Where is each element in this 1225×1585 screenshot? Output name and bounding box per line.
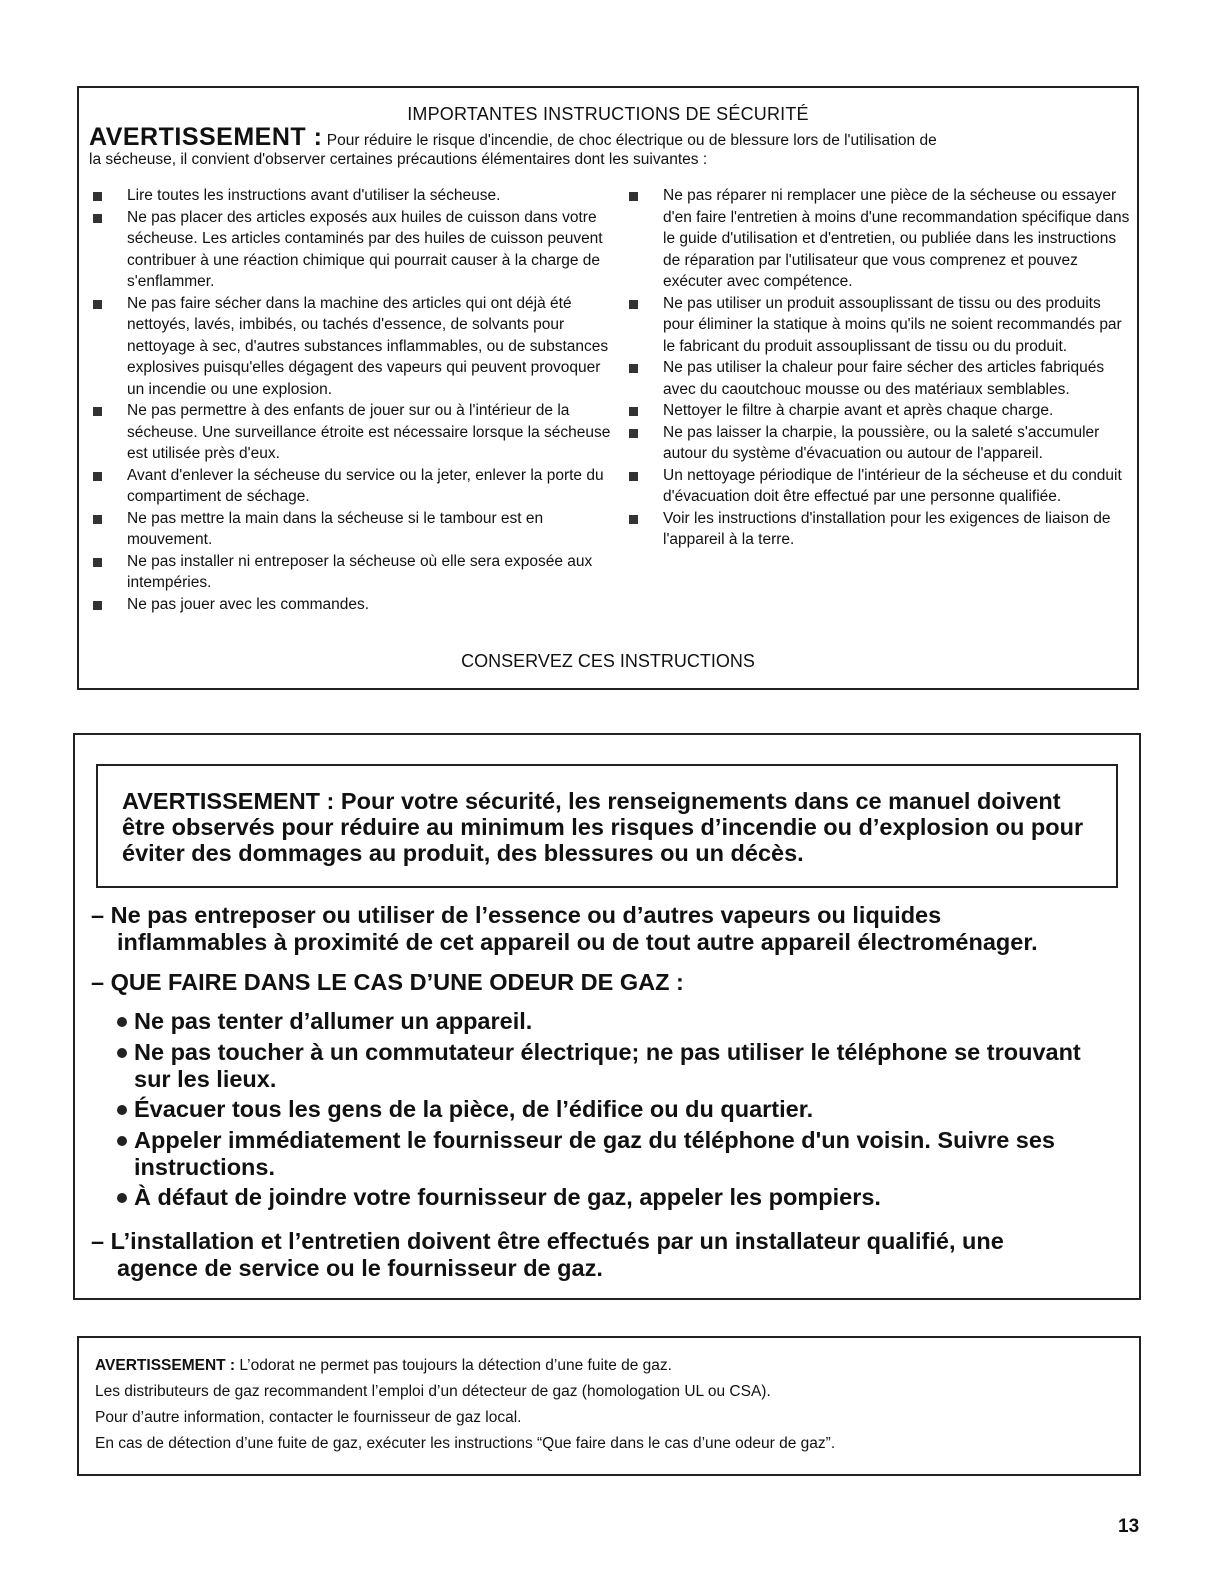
step-line: Appeler immédiatement le fournisseur de gaz du téléphone d'un voisin. Suivre ses (134, 1127, 1055, 1153)
gas-step (117, 1096, 1117, 1123)
gas-warning-statement (122, 788, 1102, 866)
intro-line-1: Pour réduire le risque d'incendie, de choc électrique ou de blessure lors de l'utilisation de (326, 132, 937, 149)
statement-line: éviter des dommages au produit, des blessures ou un décès. (122, 840, 804, 866)
detector-line-4: En cas de détection d’une fuite de gaz, exécuter les instructions “Que faire dans le cas d’une odeur de gaz”. (95, 1435, 836, 1452)
list-item: Un nettoyage périodique de l'intérieur de la sécheuse et du conduit d'évacuation doit être effectué par une personne qualifiée. (625, 465, 1133, 508)
intro-line-2: la sécheuse, il convient d'observer certaines précautions élémentaires dont les suivantes : (89, 151, 708, 168)
detector-line-2: Les distributeurs de gaz recommandent l’emploi d’un détecteur de gaz (homologation UL ou CSA). (95, 1383, 771, 1400)
gas-step (117, 1127, 1117, 1181)
list-item: Ne pas jouer avec les commandes. (89, 594, 617, 616)
step-line: sur les lieux. (134, 1066, 277, 1092)
statement-line: être observés pour réduire au minimum les risques d’incendie ou d’explosion ou pour (122, 814, 1084, 840)
warning-label: AVERTISSEMENT : (95, 1357, 236, 1374)
gas-step (117, 1184, 1117, 1211)
item-line: – Ne pas entreposer ou utiliser de l’essence ou d’autres vapeurs ou liquides (91, 902, 942, 928)
detector-line-1 (95, 1357, 672, 1375)
step-line: Ne pas toucher à un commutateur électrique; ne pas utiliser le téléphone se trouvant (134, 1039, 1081, 1065)
list-item: Ne pas réparer ni remplacer une pièce de la sécheuse ou essayer d'en faire l'entretien à moins d'une recommandation spécifique dans le guide d'utilisation et d'entretien, ou publiée dans les instructions de réparation par l'utilisateur que vous comprenez et pouvez exécuter avec compétence. (625, 185, 1133, 293)
gas-step (117, 1039, 1117, 1093)
list-item: Ne pas installer ni entreposer la sécheuse où elle sera exposée aux intempéries. (89, 551, 617, 594)
gas-warning-box (73, 733, 1141, 1300)
list-item: Ne pas utiliser la chaleur pour faire sécher des articles fabriqués avec du caoutchouc mousse ou des matériaux semblables. (625, 357, 1133, 400)
safety-list-left (89, 185, 617, 615)
gas-step (117, 1008, 1117, 1035)
list-item: Voir les instructions d'installation pour les exigences de liaison de l'appareil à la terre. (625, 508, 1133, 551)
safety-instructions-box (77, 86, 1139, 690)
step-line: Ne pas tenter d’allumer un appareil. (134, 1008, 533, 1034)
list-item: Ne pas mettre la main dans la sécheuse si le tambour est en mouvement. (89, 508, 617, 551)
step-line: À défaut de joindre votre fournisseur de gaz, appeler les pompiers. (134, 1184, 881, 1210)
list-item: Ne pas utiliser un produit assouplissant de tissu ou des produits pour éliminer la statique à moins qu'ils ne soient recommandés par le fabricant du produit assouplissant de tissu ou du produit. (625, 293, 1133, 358)
safety-title: IMPORTANTES INSTRUCTIONS DE SÉCURITÉ (407, 104, 809, 124)
step-line: Évacuer tous les gens de la pièce, de l’édifice ou du quartier. (134, 1096, 814, 1122)
item-line: agence de service ou le fournisseur de gaz. (117, 1255, 603, 1281)
warning-label: AVERTISSEMENT : (89, 123, 323, 151)
step-line: instructions. (134, 1154, 276, 1180)
gas-odor-heading: – QUE FAIRE DANS LE CAS D’UNE ODEUR DE GAZ : (91, 969, 684, 995)
detector-line-3: Pour d’autre information, contacter le fournisseur de gaz local. (95, 1409, 522, 1426)
no-flammables-item (91, 902, 1121, 956)
item-line: – L’installation et l’entretien doivent être effectués par un installateur qualifié, une (91, 1228, 1004, 1254)
save-instructions-footer: CONSERVEZ CES INSTRUCTIONS (461, 651, 755, 671)
list-item: Ne pas placer des articles exposés aux huiles de cuisson dans votre sécheuse. Les articles contaminés par des huiles de cuisson peuvent contribuer à une réaction chimique qui pourrait causer à la charge de s'enflammer. (89, 207, 617, 293)
list-item: Ne pas permettre à des enfants de jouer sur ou à l'intérieur de la sécheuse. Une surveillance étroite est nécessaire lorsque la sécheuse est utilisée près d'eux. (89, 400, 617, 465)
statement-line: AVERTISSEMENT : Pour votre sécurité, les renseignements dans ce manuel doivent (122, 788, 1061, 814)
safety-intro (89, 123, 1123, 169)
gas-detector-box (77, 1336, 1141, 1476)
list-item: Lire toutes les instructions avant d'utiliser la sécheuse. (89, 185, 617, 207)
item-line: inflammables à proximité de cet appareil ou de tout autre appareil électroménager. (117, 929, 1038, 955)
safety-list-right (625, 185, 1133, 551)
list-item: Ne pas laisser la charpie, la poussière, ou la saleté s'accumuler autour du système d'évacuation ou autour de l'appareil. (625, 422, 1133, 465)
qualified-installer-item (91, 1228, 1121, 1282)
gas-warning-inner-box (96, 764, 1118, 888)
list-item: Ne pas faire sécher dans la machine des articles qui ont déjà été nettoyés, lavés, imbibés, ou tachés d'essence, de solvants pour nettoyage à sec, d'autres substances inflammables, ou de substances explosives puisqu'elles dégagent des vapeurs qui peuvent provoquer un incendie ou une explosion. (89, 293, 617, 401)
page-number: 13 (1118, 1516, 1140, 1537)
detector-text: L’odorat ne permet pas toujours la détection d’une fuite de gaz. (235, 1357, 672, 1374)
list-item: Avant d'enlever la sécheuse du service ou la jeter, enlever la porte du compartiment de séchage. (89, 465, 617, 508)
list-item: Nettoyer le filtre à charpie avant et après chaque charge. (625, 400, 1133, 422)
